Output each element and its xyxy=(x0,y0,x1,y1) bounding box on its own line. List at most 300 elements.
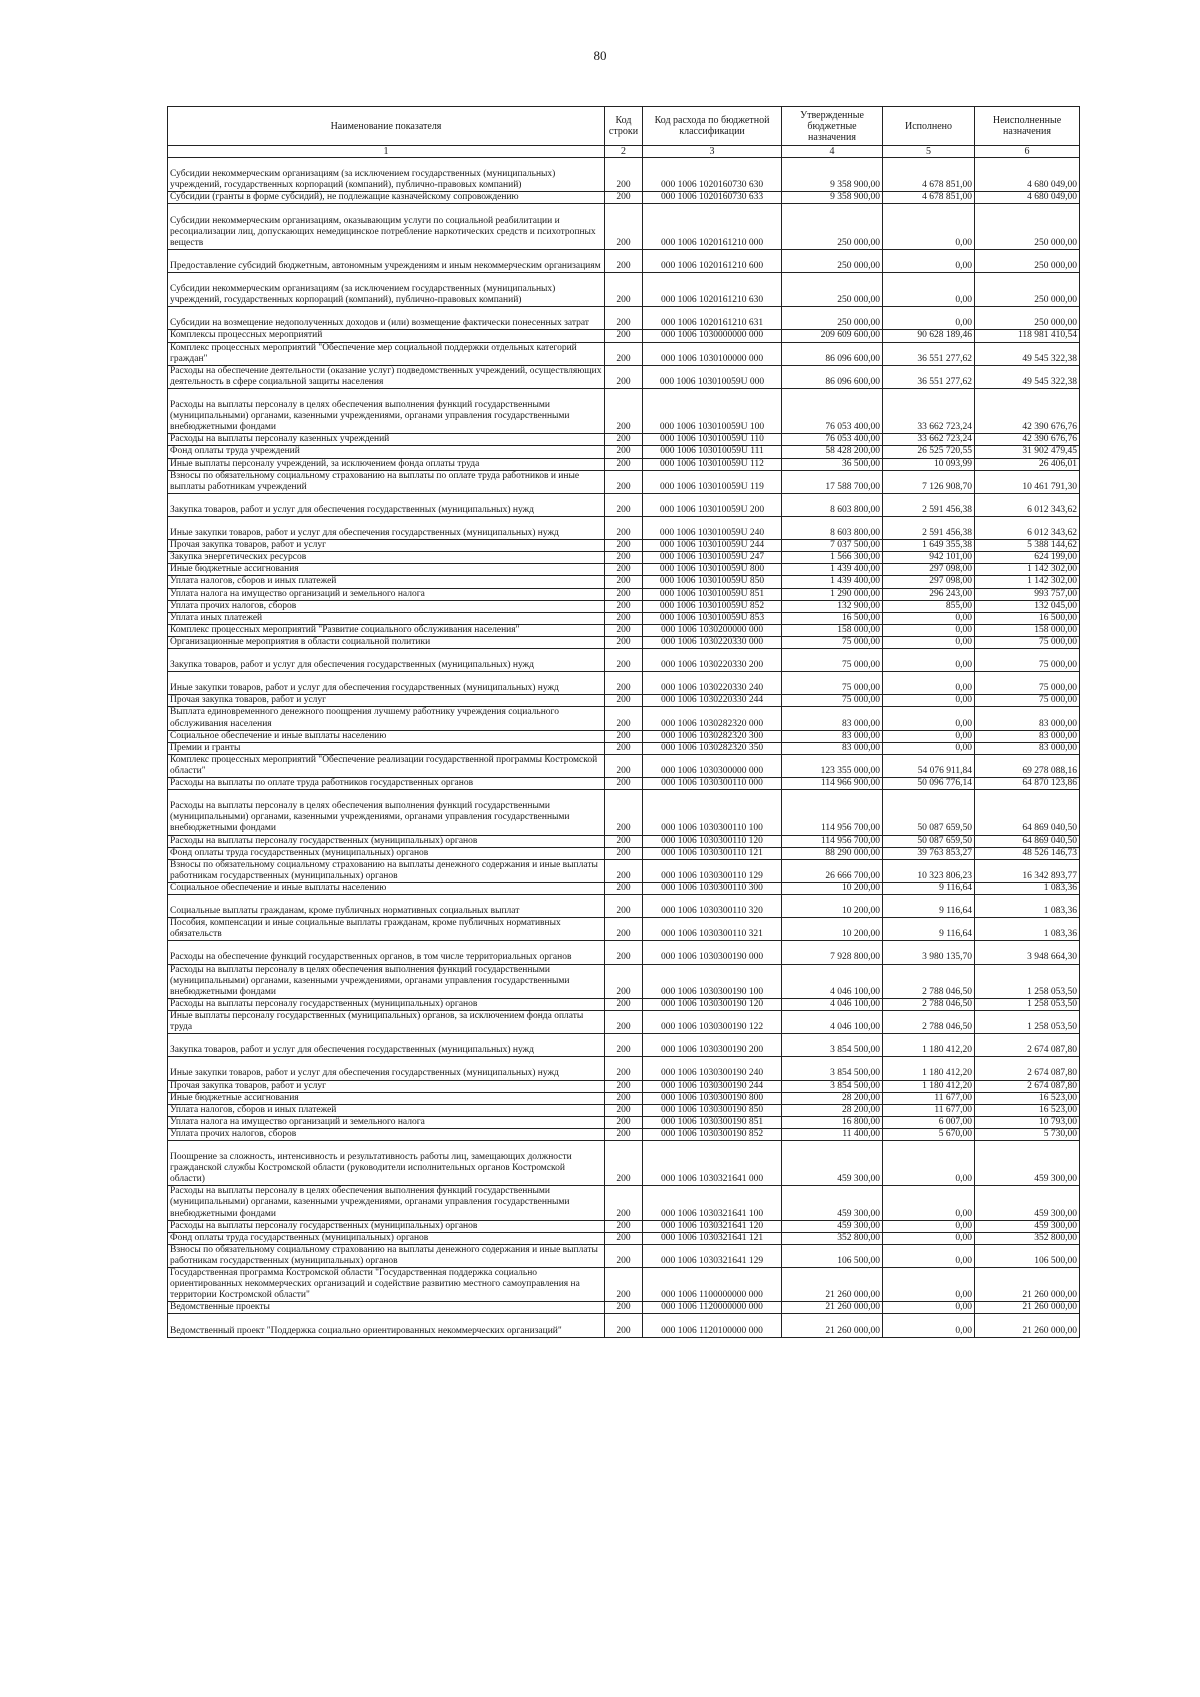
row-name: Иные закупки товаров, работ и услуг для обеспечения государственных (муниципальных) нужд xyxy=(168,672,605,695)
row-expense-code: 000 1006 1030321641 129 xyxy=(643,1244,782,1267)
row-expense-code: 000 1006 1030300110 320 xyxy=(643,894,782,917)
row-line-code: 200 xyxy=(605,458,643,470)
row-executed-amount: 54 076 911,84 xyxy=(883,754,975,777)
row-expense-code: 000 1006 1030282320 350 xyxy=(643,742,782,754)
row-line-code: 200 xyxy=(605,964,643,998)
row-approved-amount: 114 966 900,00 xyxy=(782,778,883,790)
row-approved-amount: 459 300,00 xyxy=(782,1186,883,1220)
row-executed-amount: 0,00 xyxy=(883,742,975,754)
row-expense-code: 000 1006 1020161210 631 xyxy=(643,307,782,330)
table-row xyxy=(168,1232,1080,1244)
row-line-code: 200 xyxy=(605,1104,643,1116)
row-expense-code: 000 1006 1030300190 240 xyxy=(643,1057,782,1080)
row-unexecuted-amount: 6 012 343,62 xyxy=(975,516,1080,539)
row-expense-code: 000 1006 1020161210 000 xyxy=(643,204,782,249)
table-row xyxy=(168,1128,1080,1140)
row-approved-amount: 21 260 000,00 xyxy=(782,1268,883,1302)
row-name: Расходы на выплаты персоналу в целях обеспечения выполнения функций государственными (муниципальными) органами, казенными учреждениями, органами управления государственными внебюджетными фондами xyxy=(168,790,605,835)
row-executed-amount: 296 243,00 xyxy=(883,588,975,600)
row-expense-code: 000 1006 1030282320 300 xyxy=(643,730,782,742)
row-name: Социальное обеспечение и иные выплаты населению xyxy=(168,730,605,742)
row-expense-code: 000 1006 1030300190 850 xyxy=(643,1104,782,1116)
row-approved-amount: 75 000,00 xyxy=(782,695,883,707)
row-approved-amount: 1 439 400,00 xyxy=(782,564,883,576)
row-executed-amount: 0,00 xyxy=(883,204,975,249)
row-unexecuted-amount: 64 870 123,86 xyxy=(975,778,1080,790)
row-approved-amount: 3 854 500,00 xyxy=(782,1080,883,1092)
table-row xyxy=(168,470,1080,493)
row-expense-code: 000 1006 103010059U 851 xyxy=(643,588,782,600)
row-name: Ведомственные проекты xyxy=(168,1302,605,1314)
row-executed-amount: 2 788 046,50 xyxy=(883,964,975,998)
row-expense-code: 000 1006 103010059U 112 xyxy=(643,458,782,470)
row-name: Уплата иных платежей xyxy=(168,612,605,624)
row-expense-code: 000 1006 1020160730 630 xyxy=(643,158,782,192)
row-expense-code: 000 1006 1030300190 100 xyxy=(643,964,782,998)
table-row xyxy=(168,434,1080,446)
row-name: Расходы на выплаты персоналу государственных (муниципальных) органов xyxy=(168,998,605,1010)
row-approved-amount: 250 000,00 xyxy=(782,249,883,272)
row-approved-amount: 3 854 500,00 xyxy=(782,1057,883,1080)
table-row xyxy=(168,342,1080,365)
row-approved-amount: 36 500,00 xyxy=(782,458,883,470)
row-name: Комплексы процессных мероприятий xyxy=(168,330,605,342)
column-number: 1 xyxy=(168,146,605,158)
table-row xyxy=(168,624,1080,636)
table-row xyxy=(168,272,1080,306)
row-name: Фонд оплаты труда учреждений xyxy=(168,446,605,458)
row-unexecuted-amount: 83 000,00 xyxy=(975,707,1080,730)
row-executed-amount: 855,00 xyxy=(883,600,975,612)
row-unexecuted-amount: 250 000,00 xyxy=(975,204,1080,249)
column-number: 2 xyxy=(605,146,643,158)
row-unexecuted-amount: 31 902 479,45 xyxy=(975,446,1080,458)
table-row xyxy=(168,1186,1080,1220)
row-name: Государственная программа Костромской области "Государственная поддержка социально ориентированных некоммерческих организаций и содействие развитию местного самоуправления на территории Костромской области" xyxy=(168,1268,605,1302)
row-approved-amount: 21 260 000,00 xyxy=(782,1314,883,1337)
row-expense-code: 000 1006 1030300190 852 xyxy=(643,1128,782,1140)
row-expense-code: 000 1006 103010059U 240 xyxy=(643,516,782,539)
row-expense-code: 000 1006 1030300000 000 xyxy=(643,754,782,777)
table-row xyxy=(168,612,1080,624)
row-name: Комплекс процессных мероприятий "Обеспечение мер социальной поддержки отдельных категорий граждан" xyxy=(168,342,605,365)
table-row xyxy=(168,192,1080,204)
row-expense-code: 000 1006 1030300110 100 xyxy=(643,790,782,835)
row-expense-code: 000 1006 1030300190 000 xyxy=(643,941,782,964)
row-name: Организационные мероприятия в области социальной политики xyxy=(168,636,605,648)
row-expense-code: 000 1006 1030321641 121 xyxy=(643,1232,782,1244)
row-approved-amount: 7 928 800,00 xyxy=(782,941,883,964)
row-unexecuted-amount: 75 000,00 xyxy=(975,636,1080,648)
row-name: Расходы на выплаты персоналу государственных (муниципальных) органов xyxy=(168,1220,605,1232)
row-name: Расходы на обеспечение функций государственных органов, в том числе территориальных органов xyxy=(168,941,605,964)
row-unexecuted-amount: 158 000,00 xyxy=(975,624,1080,636)
row-line-code: 200 xyxy=(605,1057,643,1080)
table-row xyxy=(168,636,1080,648)
row-unexecuted-amount: 64 869 040,50 xyxy=(975,835,1080,847)
table-row xyxy=(168,1104,1080,1116)
column-number: 3 xyxy=(643,146,782,158)
table-row xyxy=(168,307,1080,330)
table-row xyxy=(168,859,1080,882)
row-executed-amount: 11 677,00 xyxy=(883,1092,975,1104)
table-row xyxy=(168,695,1080,707)
table-row xyxy=(168,158,1080,192)
table-row xyxy=(168,742,1080,754)
row-expense-code: 000 1006 1030300190 122 xyxy=(643,1010,782,1033)
table-row xyxy=(168,1010,1080,1033)
row-expense-code: 000 1006 1030220330 000 xyxy=(643,636,782,648)
row-expense-code: 000 1006 103010059U 850 xyxy=(643,576,782,588)
row-executed-amount: 297 098,00 xyxy=(883,564,975,576)
row-approved-amount: 10 200,00 xyxy=(782,918,883,941)
row-line-code: 200 xyxy=(605,847,643,859)
row-unexecuted-amount: 1 258 053,50 xyxy=(975,1010,1080,1033)
row-expense-code: 000 1006 1120000000 000 xyxy=(643,1302,782,1314)
row-expense-code: 000 1006 103010059U 100 xyxy=(643,388,782,433)
row-approved-amount: 21 260 000,00 xyxy=(782,1302,883,1314)
row-name: Субсидии некоммерческим организациям (за исключением государственных (муниципальных) учреждений, государственных корпораций (компаний), публично-правовых компаний) xyxy=(168,272,605,306)
row-line-code: 200 xyxy=(605,330,643,342)
row-executed-amount: 0,00 xyxy=(883,1140,975,1185)
table-row xyxy=(168,998,1080,1010)
row-unexecuted-amount: 64 869 040,50 xyxy=(975,790,1080,835)
row-name: Закупка энергетических ресурсов xyxy=(168,552,605,564)
row-line-code: 200 xyxy=(605,1080,643,1092)
row-expense-code: 000 1006 1030300110 121 xyxy=(643,847,782,859)
row-approved-amount: 16 500,00 xyxy=(782,612,883,624)
row-approved-amount: 4 046 100,00 xyxy=(782,1010,883,1033)
row-approved-amount: 75 000,00 xyxy=(782,649,883,672)
row-approved-amount: 1 566 300,00 xyxy=(782,552,883,564)
row-expense-code: 000 1006 103010059U 247 xyxy=(643,552,782,564)
row-unexecuted-amount: 16 342 893,77 xyxy=(975,859,1080,882)
row-approved-amount: 106 500,00 xyxy=(782,1244,883,1267)
row-line-code: 200 xyxy=(605,158,643,192)
row-line-code: 200 xyxy=(605,249,643,272)
row-executed-amount: 0,00 xyxy=(883,624,975,636)
row-approved-amount: 3 854 500,00 xyxy=(782,1034,883,1057)
table-row xyxy=(168,847,1080,859)
row-approved-amount: 9 358 900,00 xyxy=(782,192,883,204)
row-approved-amount: 4 046 100,00 xyxy=(782,964,883,998)
table-row xyxy=(168,588,1080,600)
header-unexecuted: Неисполненные назначения xyxy=(975,107,1080,146)
row-line-code: 200 xyxy=(605,516,643,539)
row-approved-amount: 16 800,00 xyxy=(782,1116,883,1128)
row-line-code: 200 xyxy=(605,1140,643,1185)
row-executed-amount: 0,00 xyxy=(883,1186,975,1220)
table-row xyxy=(168,552,1080,564)
row-unexecuted-amount: 48 526 146,73 xyxy=(975,847,1080,859)
row-approved-amount: 83 000,00 xyxy=(782,707,883,730)
row-line-code: 200 xyxy=(605,446,643,458)
row-expense-code: 000 1006 1030300190 120 xyxy=(643,998,782,1010)
row-approved-amount: 4 046 100,00 xyxy=(782,998,883,1010)
row-line-code: 200 xyxy=(605,835,643,847)
row-approved-amount: 10 200,00 xyxy=(782,894,883,917)
row-unexecuted-amount: 2 674 087,80 xyxy=(975,1057,1080,1080)
row-name: Иные выплаты персоналу государственных (муниципальных) органов, за исключением фонда оплаты труда xyxy=(168,1010,605,1033)
row-approved-amount: 8 603 800,00 xyxy=(782,516,883,539)
row-name: Субсидии (гранты в форме субсидий), не подлежащие казначейскому сопровождению xyxy=(168,192,605,204)
table-row xyxy=(168,330,1080,342)
row-executed-amount: 2 591 456,38 xyxy=(883,493,975,516)
row-unexecuted-amount: 16 523,00 xyxy=(975,1092,1080,1104)
row-executed-amount: 0,00 xyxy=(883,1314,975,1337)
row-expense-code: 000 1006 1030300110 300 xyxy=(643,882,782,894)
row-unexecuted-amount: 75 000,00 xyxy=(975,649,1080,672)
row-executed-amount: 0,00 xyxy=(883,1302,975,1314)
table-row xyxy=(168,649,1080,672)
row-line-code: 200 xyxy=(605,778,643,790)
row-name: Субсидии некоммерческим организациям (за исключением государственных (муниципальных) учреждений, государственных корпораций (компаний), публично-правовых компаний) xyxy=(168,158,605,192)
header-line-code: Код строки xyxy=(605,107,643,146)
row-name: Иные закупки товаров, работ и услуг для обеспечения государственных (муниципальных) нужд xyxy=(168,1057,605,1080)
row-approved-amount: 114 956 700,00 xyxy=(782,835,883,847)
row-name: Расходы на выплаты персоналу в целях обеспечения выполнения функций государственными (муниципальными) органами, казенными учреждениями, органами управления государственными внебюджетными фондами xyxy=(168,964,605,998)
row-unexecuted-amount: 1 083,36 xyxy=(975,918,1080,941)
row-expense-code: 000 1006 1030321641 000 xyxy=(643,1140,782,1185)
row-line-code: 200 xyxy=(605,365,643,388)
table-row xyxy=(168,1034,1080,1057)
row-name: Фонд оплаты труда государственных (муниципальных) органов xyxy=(168,1232,605,1244)
row-executed-amount: 36 551 277,62 xyxy=(883,365,975,388)
table-row xyxy=(168,1116,1080,1128)
row-line-code: 200 xyxy=(605,540,643,552)
row-unexecuted-amount: 1 258 053,50 xyxy=(975,964,1080,998)
row-executed-amount: 5 670,00 xyxy=(883,1128,975,1140)
row-unexecuted-amount: 2 674 087,80 xyxy=(975,1080,1080,1092)
row-line-code: 200 xyxy=(605,564,643,576)
row-line-code: 200 xyxy=(605,1186,643,1220)
row-name: Взносы по обязательному социальному страхованию на выплаты денежного содержания и иные выплаты работникам государственных (муниципальных) органов xyxy=(168,1244,605,1267)
table-row xyxy=(168,790,1080,835)
row-unexecuted-amount: 10 461 791,30 xyxy=(975,470,1080,493)
table-row xyxy=(168,446,1080,458)
row-name: Расходы на обеспечение деятельности (оказание услуг) подведомственных учреждений, осуществляющих деятельность в сфере социальной защиты населения xyxy=(168,365,605,388)
row-name: Прочая закупка товаров, работ и услуг xyxy=(168,1080,605,1092)
row-executed-amount: 10 323 806,23 xyxy=(883,859,975,882)
table-row xyxy=(168,1314,1080,1337)
row-unexecuted-amount: 1 083,36 xyxy=(975,882,1080,894)
row-expense-code: 000 1006 1020160730 633 xyxy=(643,192,782,204)
table-row xyxy=(168,894,1080,917)
row-approved-amount: 11 400,00 xyxy=(782,1128,883,1140)
row-expense-code: 000 1006 1030300110 000 xyxy=(643,778,782,790)
row-line-code: 200 xyxy=(605,470,643,493)
row-name: Уплата налогов, сборов и иных платежей xyxy=(168,576,605,588)
row-name: Субсидии на возмещение недополученных доходов и (или) возмещение фактически понесенных затрат xyxy=(168,307,605,330)
row-executed-amount: 0,00 xyxy=(883,730,975,742)
row-line-code: 200 xyxy=(605,672,643,695)
row-name: Предоставление субсидий бюджетным, автономным учреждениям и иным некоммерческим организациям xyxy=(168,249,605,272)
table-row xyxy=(168,493,1080,516)
row-approved-amount: 88 290 000,00 xyxy=(782,847,883,859)
row-line-code: 200 xyxy=(605,742,643,754)
header-expense-code: Код расхода по бюджетной классификации xyxy=(643,107,782,146)
row-approved-amount: 17 588 700,00 xyxy=(782,470,883,493)
row-executed-amount: 1 649 355,38 xyxy=(883,540,975,552)
table-row xyxy=(168,1080,1080,1092)
row-unexecuted-amount: 250 000,00 xyxy=(975,272,1080,306)
header-approved: Утвержденные бюджетные назначения xyxy=(782,107,883,146)
row-unexecuted-amount: 21 260 000,00 xyxy=(975,1302,1080,1314)
row-executed-amount: 0,00 xyxy=(883,249,975,272)
row-executed-amount: 39 763 853,27 xyxy=(883,847,975,859)
row-expense-code: 000 1006 1030300110 321 xyxy=(643,918,782,941)
row-name: Иные закупки товаров, работ и услуг для обеспечения государственных (муниципальных) нужд xyxy=(168,516,605,539)
row-name: Премии и гранты xyxy=(168,742,605,754)
row-line-code: 200 xyxy=(605,1314,643,1337)
row-executed-amount: 0,00 xyxy=(883,1220,975,1232)
table-row xyxy=(168,778,1080,790)
row-executed-amount: 0,00 xyxy=(883,612,975,624)
row-name: Иные выплаты персоналу учреждений, за исключением фонда оплаты труда xyxy=(168,458,605,470)
table-row xyxy=(168,600,1080,612)
row-line-code: 200 xyxy=(605,612,643,624)
row-line-code: 200 xyxy=(605,695,643,707)
row-approved-amount: 86 096 600,00 xyxy=(782,342,883,365)
row-line-code: 200 xyxy=(605,342,643,365)
row-unexecuted-amount: 6 012 343,62 xyxy=(975,493,1080,516)
row-expense-code: 000 1006 1030300190 851 xyxy=(643,1116,782,1128)
row-expense-code: 000 1006 1030282320 000 xyxy=(643,707,782,730)
row-expense-code: 000 1006 103010059U 000 xyxy=(643,365,782,388)
row-line-code: 200 xyxy=(605,894,643,917)
row-expense-code: 000 1006 103010059U 800 xyxy=(643,564,782,576)
row-expense-code: 000 1006 1020161210 600 xyxy=(643,249,782,272)
row-expense-code: 000 1006 1030000000 000 xyxy=(643,330,782,342)
row-executed-amount: 0,00 xyxy=(883,695,975,707)
row-line-code: 200 xyxy=(605,600,643,612)
row-expense-code: 000 1006 1030300190 200 xyxy=(643,1034,782,1057)
table-row xyxy=(168,1057,1080,1080)
row-unexecuted-amount: 624 199,00 xyxy=(975,552,1080,564)
row-unexecuted-amount: 16 523,00 xyxy=(975,1104,1080,1116)
row-expense-code: 000 1006 1030100000 000 xyxy=(643,342,782,365)
row-approved-amount: 1 290 000,00 xyxy=(782,588,883,600)
row-unexecuted-amount: 69 278 088,16 xyxy=(975,754,1080,777)
row-name: Расходы на выплаты по оплате труда работников государственных органов xyxy=(168,778,605,790)
row-name: Фонд оплаты труда государственных (муниципальных) органов xyxy=(168,847,605,859)
row-name: Расходы на выплаты персоналу казенных учреждений xyxy=(168,434,605,446)
row-unexecuted-amount: 83 000,00 xyxy=(975,742,1080,754)
row-unexecuted-amount: 21 260 000,00 xyxy=(975,1268,1080,1302)
row-name: Закупка товаров, работ и услуг для обеспечения государственных (муниципальных) нужд xyxy=(168,493,605,516)
row-line-code: 200 xyxy=(605,859,643,882)
table-row xyxy=(168,388,1080,433)
row-line-code: 200 xyxy=(605,307,643,330)
table-row xyxy=(168,918,1080,941)
row-unexecuted-amount: 26 406,01 xyxy=(975,458,1080,470)
row-line-code: 200 xyxy=(605,1128,643,1140)
row-line-code: 200 xyxy=(605,204,643,249)
row-approved-amount: 250 000,00 xyxy=(782,204,883,249)
row-executed-amount: 0,00 xyxy=(883,672,975,695)
row-unexecuted-amount: 42 390 676,76 xyxy=(975,434,1080,446)
table-row xyxy=(168,964,1080,998)
row-unexecuted-amount: 132 045,00 xyxy=(975,600,1080,612)
row-unexecuted-amount: 49 545 322,38 xyxy=(975,365,1080,388)
row-approved-amount: 158 000,00 xyxy=(782,624,883,636)
row-approved-amount: 75 000,00 xyxy=(782,636,883,648)
row-name: Уплата налога на имущество организаций и земельного налога xyxy=(168,588,605,600)
row-expense-code: 000 1006 103010059U 200 xyxy=(643,493,782,516)
row-line-code: 200 xyxy=(605,192,643,204)
row-approved-amount: 250 000,00 xyxy=(782,307,883,330)
row-name: Иные бюджетные ассигнования xyxy=(168,564,605,576)
row-name: Прочая закупка товаров, работ и услуг xyxy=(168,695,605,707)
table-row xyxy=(168,576,1080,588)
row-line-code: 200 xyxy=(605,1220,643,1232)
row-unexecuted-amount: 2 674 087,80 xyxy=(975,1034,1080,1057)
row-expense-code: 000 1006 1030321641 120 xyxy=(643,1220,782,1232)
row-approved-amount: 352 800,00 xyxy=(782,1232,883,1244)
table-row xyxy=(168,707,1080,730)
table-row xyxy=(168,1302,1080,1314)
row-executed-amount: 0,00 xyxy=(883,636,975,648)
row-line-code: 200 xyxy=(605,941,643,964)
row-unexecuted-amount: 83 000,00 xyxy=(975,730,1080,742)
row-name: Взносы по обязательному социальному страхованию на выплаты денежного содержания и иные выплаты работникам государственных (муниципальных) органов xyxy=(168,859,605,882)
row-name: Ведомственный проект "Поддержка социально ориентированных некоммерческих организаций" xyxy=(168,1314,605,1337)
row-executed-amount: 50 087 659,50 xyxy=(883,835,975,847)
row-line-code: 200 xyxy=(605,576,643,588)
row-line-code: 200 xyxy=(605,882,643,894)
table-row xyxy=(168,204,1080,249)
row-executed-amount: 2 788 046,50 xyxy=(883,998,975,1010)
row-executed-amount: 2 591 456,38 xyxy=(883,516,975,539)
row-expense-code: 000 1006 1030300110 120 xyxy=(643,835,782,847)
row-line-code: 200 xyxy=(605,1268,643,1302)
table-row xyxy=(168,564,1080,576)
row-executed-amount: 942 101,00 xyxy=(883,552,975,564)
row-approved-amount: 114 956 700,00 xyxy=(782,790,883,835)
row-unexecuted-amount: 459 300,00 xyxy=(975,1140,1080,1185)
row-expense-code: 000 1006 103010059U 852 xyxy=(643,600,782,612)
column-number: 6 xyxy=(975,146,1080,158)
row-executed-amount: 90 628 189,46 xyxy=(883,330,975,342)
row-line-code: 200 xyxy=(605,1244,643,1267)
row-approved-amount: 1 439 400,00 xyxy=(782,576,883,588)
row-name: Уплата налога на имущество организаций и земельного налога xyxy=(168,1116,605,1128)
row-line-code: 200 xyxy=(605,1034,643,1057)
row-expense-code: 000 1006 1100000000 000 xyxy=(643,1268,782,1302)
row-unexecuted-amount: 459 300,00 xyxy=(975,1186,1080,1220)
row-executed-amount: 33 662 723,24 xyxy=(883,388,975,433)
table-row xyxy=(168,249,1080,272)
row-executed-amount: 50 096 776,14 xyxy=(883,778,975,790)
row-name: Комплекс процессных мероприятий "Развитие социального обслуживания населения" xyxy=(168,624,605,636)
row-name: Взносы по обязательному социальному страхованию на выплаты по оплате труда работников и иные выплаты работникам учреждений xyxy=(168,470,605,493)
page-number: 80 xyxy=(593,48,607,63)
column-number-row xyxy=(168,146,1080,158)
header-indicator-name: Наименование показателя xyxy=(168,107,605,146)
row-expense-code: 000 1006 1030220330 200 xyxy=(643,649,782,672)
row-unexecuted-amount: 5 388 144,62 xyxy=(975,540,1080,552)
row-approved-amount: 9 358 900,00 xyxy=(782,158,883,192)
row-executed-amount: 3 980 135,70 xyxy=(883,941,975,964)
row-name: Закупка товаров, работ и услуг для обеспечения государственных (муниципальных) нужд xyxy=(168,649,605,672)
row-unexecuted-amount: 1 142 302,00 xyxy=(975,564,1080,576)
row-approved-amount: 250 000,00 xyxy=(782,272,883,306)
row-executed-amount: 0,00 xyxy=(883,707,975,730)
row-unexecuted-amount: 4 680 049,00 xyxy=(975,192,1080,204)
row-executed-amount: 2 788 046,50 xyxy=(883,1010,975,1033)
row-expense-code: 000 1006 103010059U 111 xyxy=(643,446,782,458)
table-row xyxy=(168,730,1080,742)
